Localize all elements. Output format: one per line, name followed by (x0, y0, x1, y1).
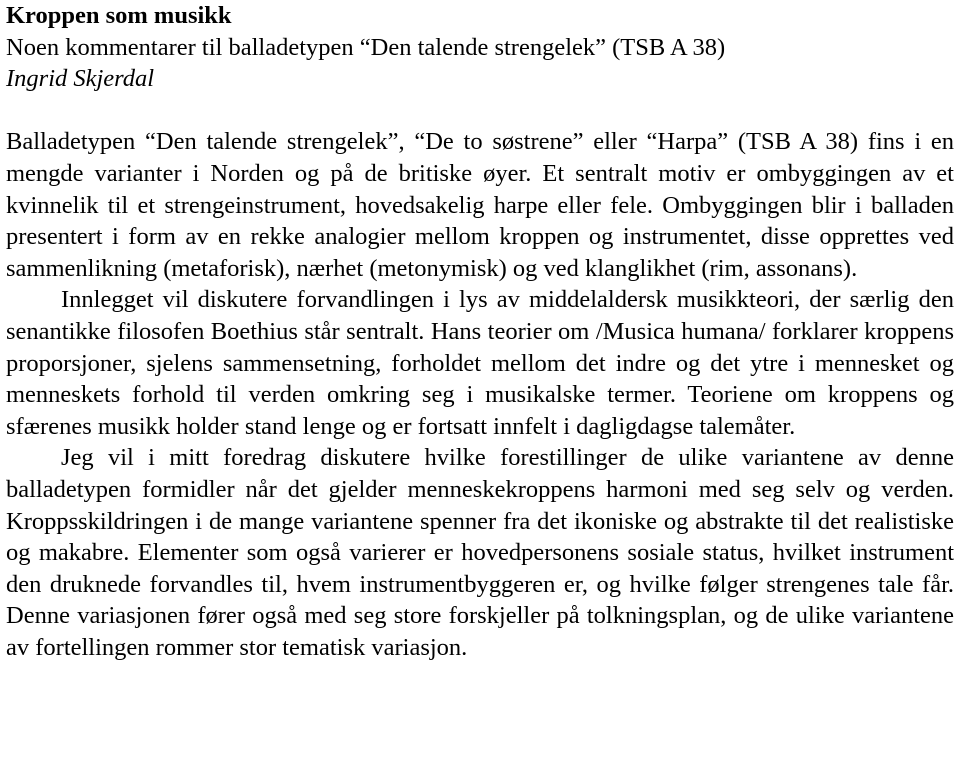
author-name: Ingrid Skjerdal (6, 65, 155, 93)
blank-line (6, 95, 954, 127)
paragraph-lecture: Jeg vil i mitt foredrag diskutere hvilke forestillinger de ulike variantene av denne balladetypen formidler når det gjelder menneskekroppens harmoni med seg selv og verden. Kroppsskildringen i de mange variantene spenner fra det ikoniske og abstrakte til det realistiske og makabre. Elementer som også varierer er hovedpersonens sosiale status, hvilket instrument den druknede forvandles til, hvem instrumentbyggeren er, og hvilke følger strengenes tale får. Denne variasjonen fører også med seg store forskjeller på tolkningsplan, og de ulike variantene av fortellingen rommer stor tematisk variasjon. (6, 444, 954, 661)
paragraph-boethius: Innlegget vil diskutere forvandlingen i lys av middelaldersk musikkteori, der særlig den senantikke filosofen Boethius står sentralt. Hans teorier om /Musica humana/ forklarer kroppens proporsjoner, sjelens sammensetning, forholdet mellom det indre og det ytre i mennesket og menneskets forhold til verden omkring seg i musikalske termer. Teoriene om kroppens og sfærenes musikk holder stand lenge og er fortsatt innfelt i dagligdagse talemåter. (6, 286, 954, 440)
document-subtitle: Noen kommentarer til balladetypen “Den talende strengelek” (TSB A 38) (6, 33, 726, 61)
paragraph-intro: Balladetypen “Den talende strengelek”, “De to søstrene” eller “Harpa” (TSB A 38) fins i en mengde varianter i Norden og på de britiske øyer. Et sentralt motiv er ombyggingen av et kvinnelik til et strengeinstrument, hovedsakelig harpe eller fele. Ombyggingen blir i balladen presentert i form av en rekke analogier mellom kroppen og instrumentet, disse opprettes ved sammenlikning (metaforisk), nærhet (metonymisk) og ved klanglikhet (rim, assonans). (6, 128, 954, 282)
document-title: Kroppen som musikk (6, 2, 232, 29)
document-page (6, 0, 954, 663)
